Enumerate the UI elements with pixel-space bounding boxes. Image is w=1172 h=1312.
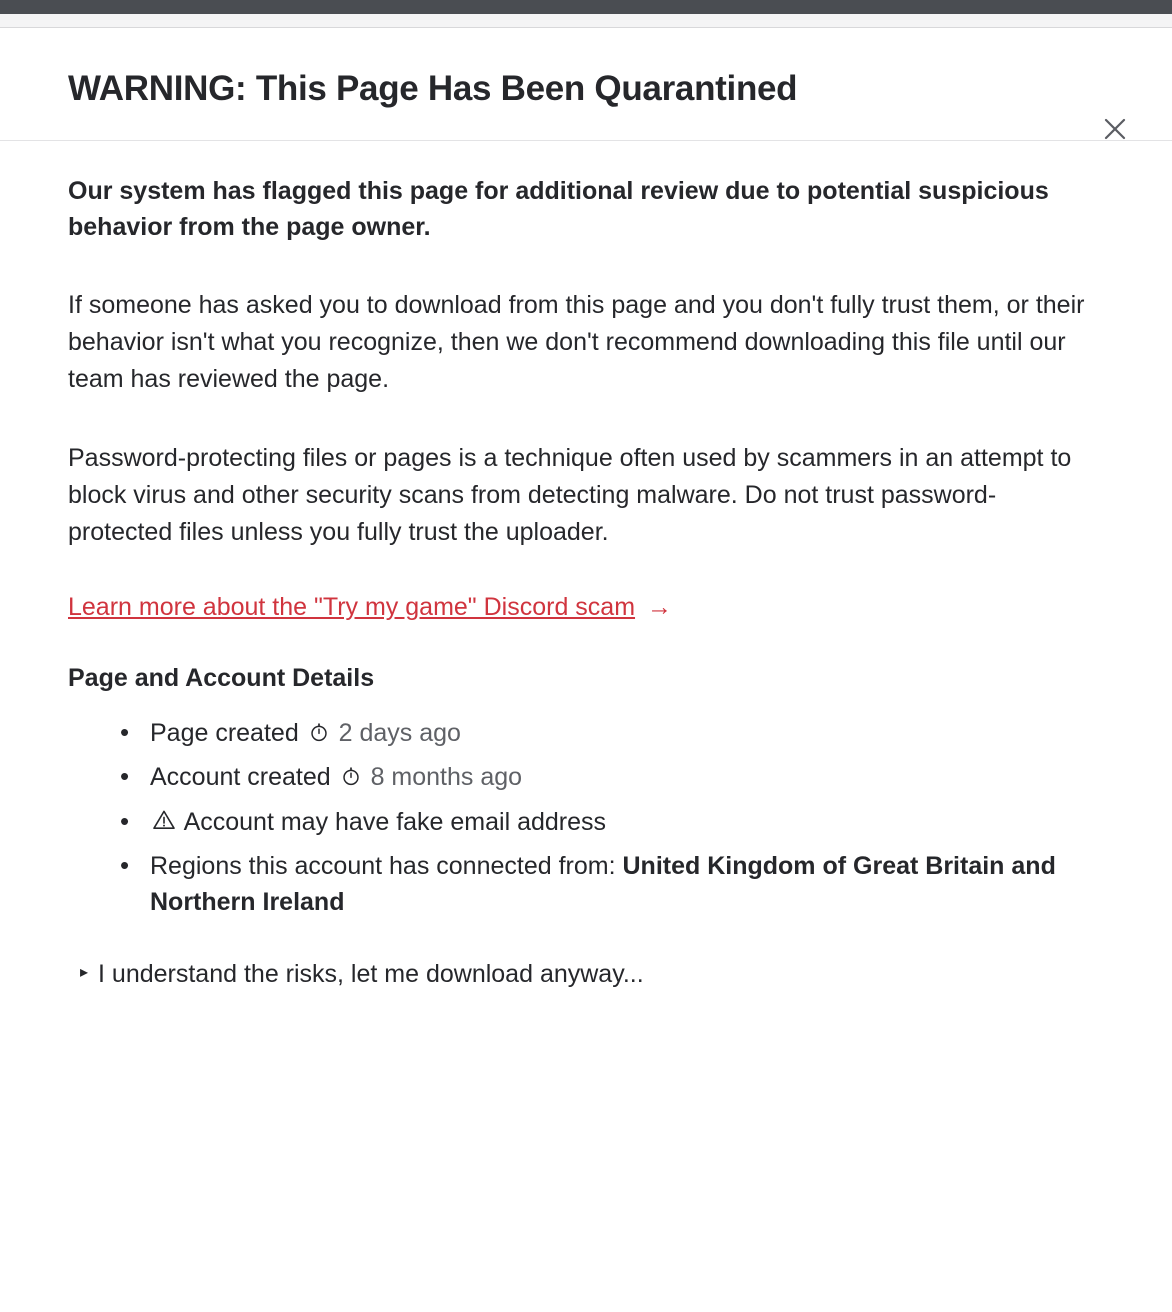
discord-scam-link-label: Learn more about the "Try my game" Discord scam bbox=[68, 593, 636, 621]
quarantine-modal bbox=[0, 28, 1172, 989]
account-created-label: Account created bbox=[150, 763, 331, 792]
account-details-list bbox=[68, 715, 1104, 920]
fake-email-text: Account may have fake email address bbox=[183, 807, 607, 836]
download-anyway-label: I understand the risks, let me download anyway... bbox=[98, 960, 644, 989]
close-glyph bbox=[1102, 116, 1128, 142]
list-item-fake-email bbox=[114, 804, 1104, 842]
list-item-regions bbox=[114, 848, 1104, 921]
regions-label: Regions this account has connected from: bbox=[150, 851, 616, 880]
browser-chrome-dark-strip bbox=[0, 0, 1172, 14]
section-title-page-account-details: Page and Account Details bbox=[68, 664, 375, 692]
chevron-right-icon: ▸ bbox=[80, 964, 89, 982]
account-created-value: 8 months ago bbox=[370, 763, 523, 792]
discord-scam-link[interactable] bbox=[68, 593, 672, 622]
modal-body bbox=[0, 141, 1172, 989]
list-item-page-created bbox=[114, 715, 1104, 753]
lead-warning-text: Our system has flagged this page for additional review due to potential suspicious behavior from the page owner. bbox=[68, 177, 1049, 241]
page-title: WARNING: This Page Has Been Quarantined bbox=[68, 69, 798, 108]
download-anyway-disclosure[interactable] bbox=[68, 960, 1104, 989]
regions-value: United Kingdom of Great Britain and Northern Ireland bbox=[150, 851, 1056, 916]
warning-paragraph-1: If someone has asked you to download from this page and you don't fully trust them, or their behavior isn't what you recognize, then we don't recommend downloading this file until our team has reviewed the page. bbox=[68, 291, 1085, 393]
page-created-label: Page created bbox=[150, 719, 299, 747]
close-icon[interactable] bbox=[1098, 112, 1132, 146]
clock-icon bbox=[340, 761, 362, 797]
warning-triangle-icon bbox=[152, 806, 176, 842]
clock-icon bbox=[308, 717, 330, 753]
modal-header bbox=[0, 28, 1172, 141]
warning-paragraph-2: Password-protecting files or pages is a technique often used by scammers in an attempt to block virus and other security scans from detecting malware. Do not trust password-protected files unless you fully trust the uploader. bbox=[68, 444, 1072, 546]
browser-chrome-light-strip bbox=[0, 14, 1172, 28]
list-item-account-created bbox=[114, 759, 1104, 797]
arrow-right-icon: → bbox=[647, 593, 673, 621]
page-created-value: 2 days ago bbox=[338, 719, 461, 747]
scam-link-row bbox=[68, 593, 1104, 664]
